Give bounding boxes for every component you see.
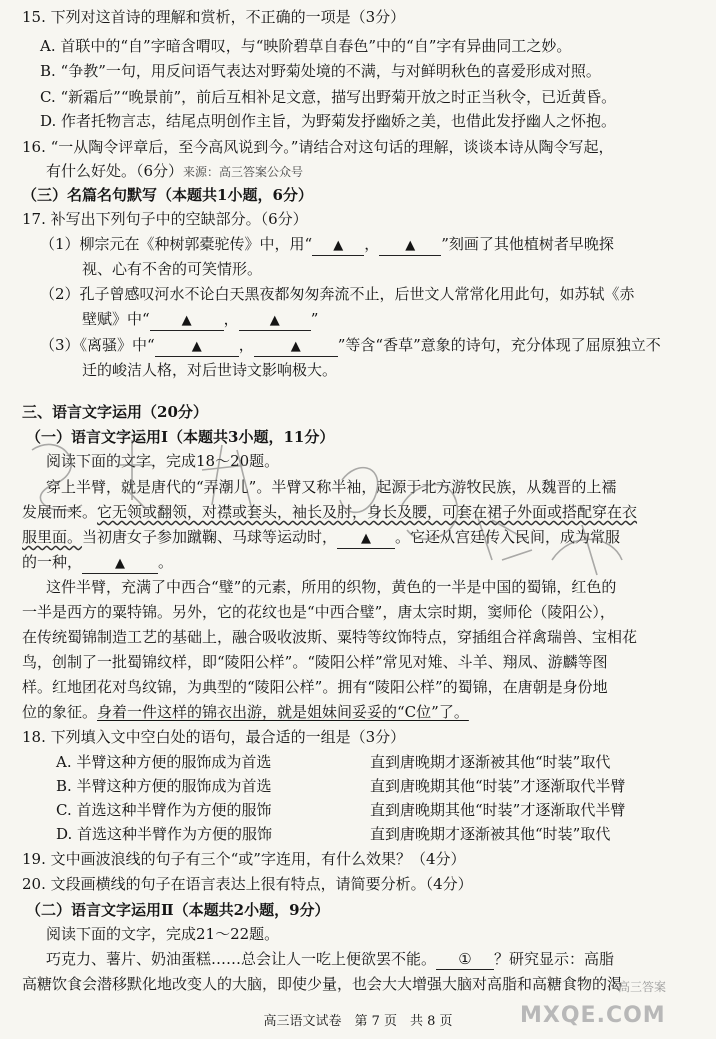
watermark-logo: 高三答案 [618,980,667,994]
answer-blank[interactable] [239,310,311,331]
underlined-sentence: 身着一件这样的锦衣出游，就是姐妹间妥妥的“C位”了。 [97,703,469,721]
q17-item2-line1: （2）孔子曾感叹河水不论白天黑夜都匆匆奔流不止，后世文人常常化用此句，如苏轼《赤 [40,285,635,303]
blank-triangle-icon: ▲ [333,238,344,253]
q17-item1-line2: 视、心有不舍的可笑情形。 [82,260,263,278]
q18-stem: 18. 下列填入文中空白处的语句，最合适的一组是（3分） [22,728,406,746]
q17-item3-text-c: ”等含“香草”意象的诗句，充分体现了屈原独立不 [337,336,661,354]
page-footer: 高三语文试卷 第 7 页 共 8 页 [263,1014,453,1029]
passage-blank-1[interactable] [337,528,395,549]
passage1-line4 [22,553,173,574]
q16-stem-line2 [46,162,303,182]
q15-stem: 15. 下列对这首诗的理解和赏析，不正确的一项是（3分） [22,8,406,26]
passage1-text: 。 [158,553,174,571]
passage1-text: 当初唐女子参加蹴鞠、马球等运动时， [82,528,338,546]
q18-option-c-part1: C. 首选这种半臂作为方便的服饰 [56,801,272,819]
answer-blank[interactable] [155,336,239,357]
blank-triangle-icon: ▲ [405,238,416,253]
passage2-text: 巧克力、薯片、奶油蛋糕……总会让人一吃上便欲罢不能。 [46,950,437,968]
passage1-line3 [22,528,620,549]
passage1-line5: 这件半臂，充满了中西合“璧”的元素，所用的织物，黄色的一半是中国的蜀锦，红色的 [46,578,617,596]
q18-option-b [56,777,716,796]
q19-stem: 19. 文中画波浪线的句子有三个“或”字连用，有什么效果？（4分） [22,850,466,868]
passage1-text: 。它还从宫廷传入民间，成为常服 [395,528,621,546]
q17-item1-text-c: ”刻画了其他植树者早晚探 [441,235,614,253]
q15-option-a: A. 首联中的“自”字暗含喟叹，与“映阶碧草自春色”中的“自”字有异曲同工之妙。 [40,37,572,55]
blank-triangle-icon: ▲ [191,339,202,354]
q17-item3-text-b: ， [238,336,254,354]
q18-option-a-part1: A. 半臂这种方便的服饰成为首选 [56,753,272,771]
q17-item2-text-a: 壁赋》中“ [82,310,150,328]
answer-blank[interactable] [254,336,338,357]
q17-item3-line1 [40,336,661,357]
wavy-underlined-sentence-end: 服里面。 [22,528,83,546]
passage1-line9: 样。红地团花对鸟纹锦，为典型的“陵阳公样”。拥有“陵阳公样”的蜀锦，在唐朝是身份地 [22,678,608,696]
q18-option-a [56,753,716,772]
q18-option-b-part2: 直到唐晚期其他“时装”才逐渐取代半臂 [370,777,626,795]
passage2-line1 [46,950,614,970]
passage1-text: 发展而来。 [22,503,98,521]
blank-triangle-icon: ▲ [115,556,126,571]
source-note: 来源：高三答案公众号 [183,165,304,179]
passage1-line6: 一半是西方的粟特锦。另外，它的花纹也是“中西合璧”，唐太宗时期，窦师伦（陵阳公）， [22,603,615,621]
q18-option-d-part2: 直到唐晚期才逐渐被其他“时装”取代 [370,825,611,843]
subsection-two-title: （二）语言文字运用Ⅱ（本题共2小题，9分） [26,901,330,919]
q18-option-a-part2: 直到唐晚期才逐渐被其他“时装”取代 [370,753,611,771]
q18-option-b-part1: B. 半臂这种方便的服饰成为首选 [56,777,272,795]
q18-option-d [56,825,716,844]
q17-stem: 17. 补写出下列句子中的空缺部分。（6分） [22,210,308,228]
subsection-two-intro: 阅读下面的文字，完成21～22题。 [46,925,280,943]
circled-number-1: ① [458,950,472,968]
q15-option-d: D. 作者托物言志，结尾点明创作主旨，为野菊发抒幽娇之美，也借此发抒幽人之怀抱。 [40,112,617,130]
q17-item3-line2: 迁的峻洁人格，对后世诗文影响极大。 [82,361,338,379]
answer-blank[interactable] [150,310,224,331]
q17-item1-line1 [40,235,614,256]
q18-option-c [56,801,716,820]
part-three-title: 三、语言文字运用（20分） [22,403,208,421]
q17-item2-text-c: ” [310,310,319,328]
q17-item3-text-a: （3）《离骚》中“ [40,336,155,354]
passage1-line10 [22,703,469,722]
q18-option-c-part2: 直到唐晚期其他“时装”才逐渐取代半臂 [370,801,626,819]
subsection-one-title: （一）语言文字运用Ⅰ（本题共3小题，11分） [26,428,335,446]
stamp-stroke [117,440,152,510]
q17-item2-line2 [82,310,318,331]
section-three-title: （三）名篇名句默写（本题共1小题，6分） [22,186,313,204]
q15-option-c: C. “新霜后”“晚景前”，前后互相补足文意，描写出野菊开放之时正当秋令，已近黄昏。 [40,88,617,106]
q17-item1-text-b: ， [364,235,380,253]
q20-stem: 20. 文段画横线的句子在语言表达上很有特点，请简要分析。（4分） [22,875,473,893]
passage1-text: 位的象征。 [22,703,98,721]
passage-blank-2[interactable] [82,553,158,574]
watermark-text: MXQE.COM [520,1003,666,1028]
answer-blank[interactable] [312,235,364,256]
blank-triangle-icon: ▲ [361,531,372,546]
passage1-line8: 鸟，创制了一批蜀锦纹样，即“陵阳公样”。“陵阳公样”常见对雉、斗羊、翔凤、游麟等图 [22,653,608,671]
q18-option-d-part1: D. 首选这种半臂作为方便的服饰 [56,825,273,843]
passage1-line1: 穿上半臂，就是唐代的“弄潮儿”。半臂又称半袖，起源于北方游牧民族，从魏晋的上襦 [46,478,617,496]
answer-blank[interactable] [379,235,441,256]
passage2-text: ？研究显示：高脂 [494,950,615,968]
q17-item2-text-b: ， [223,310,239,328]
q16-stem-line1: 16. “一从陶令评章后，至今高风说到今。”请结合对这句话的理解，谈谈本诗从陶令写起， [22,138,614,156]
subsection-one-intro: 阅读下面的文字，完成18～20题。 [46,452,280,470]
wavy-underlined-sentence: 它无领或翻领，对襟或套头，袖长及肘，身长及腰，可套在裙子外面或搭配穿在衣 [97,503,638,521]
passage1-line7: 在传统蜀锦制造工艺的基础上，融合吸收波斯、粟特等纹饰特点，穿插组合祥禽瑞兽、宝相花 [22,628,638,646]
q17-item1-text-a: （1）柳宗元在《种树郭橐驼传》中，用“ [40,235,313,253]
passage2-line2: 高糖饮食会潜移默化地改变人的大脑，即使少量，也会大大增强大脑对高脂和高糖食物的渴 [22,975,623,993]
blank-triangle-icon: ▲ [290,339,301,354]
passage1-line2 [22,503,637,522]
q16-stem-text: 有什么好处。（6分） [46,162,184,180]
passage1-text: 的一种， [22,553,83,571]
q15-option-b: B. “争教”一句，用反问语气表达对野菊处境的不满，与对鲜明秋色的喜爱形成对照。 [40,62,601,80]
blank-triangle-icon: ▲ [269,313,280,328]
blank-triangle-icon: ▲ [181,313,192,328]
passage2-blank-1[interactable] [436,950,494,970]
